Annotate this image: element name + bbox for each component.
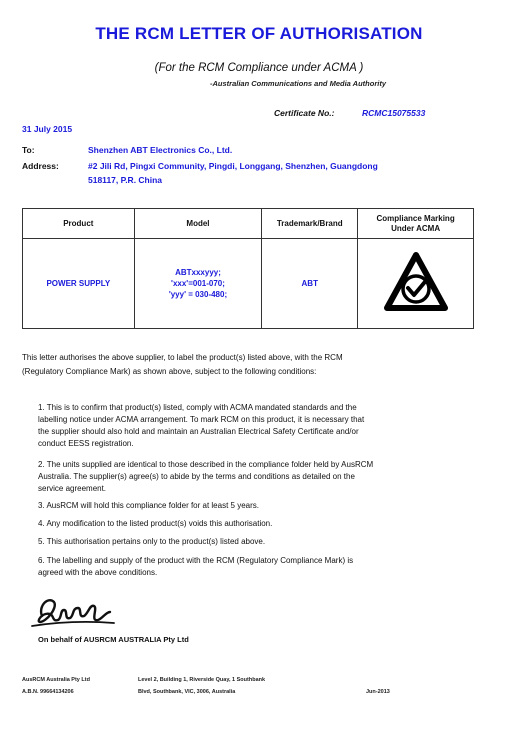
letter-date: 31 July 2015 [22, 124, 73, 134]
to-value: Shenzhen ABT Electronics Co., Ltd. [88, 145, 233, 155]
condition-2-line-2: Australia. The supplier(s) agree(s) to abide by the terms and conditions as detailed on the [38, 472, 355, 481]
signature-icon [28, 592, 118, 632]
footer-company: AusRCM Australia Pty Ltd [22, 677, 90, 683]
header-compliance [358, 209, 474, 239]
certificate-label: Certificate No.: [274, 108, 335, 118]
condition-2-line-1: 2. The units supplied are identical to those described in the compliance folder held by AusRCM [38, 460, 374, 469]
header-compliance-line-2: Under ACMA [391, 223, 441, 233]
condition-4: 4. Any modification to the listed product(s) voids this authorisation. [38, 519, 273, 528]
model-line-1: ABTxxxyyy; [175, 268, 221, 277]
condition-1-line-2: labelling notice under ACMA arrangement. To mark RCM on this product, it is necessary that [38, 415, 365, 424]
intro-line-1: This letter authorises the above supplier, to label the product(s) listed above, with the RCM [22, 353, 343, 362]
footer-date: Jun-2013 [366, 689, 390, 695]
address-label: Address: [22, 161, 59, 171]
condition-2-line-3: service agreement. [38, 484, 107, 493]
footer-address-line-1: Level 2, Building 1, Riverside Quay, 1 Southbank [138, 677, 266, 683]
table-row [23, 239, 474, 329]
cell-product: POWER SUPPLY [23, 239, 135, 329]
footer-address-line-2: Blvd, Southbank, VIC, 3006, Australia [138, 689, 236, 695]
header-product: Product [23, 209, 135, 239]
to-label: To: [22, 145, 35, 155]
on-behalf-text: On behalf of AUSRCM AUSTRALIA Pty Ltd [38, 635, 189, 644]
cell-brand: ABT [262, 239, 358, 329]
header-model: Model [134, 209, 262, 239]
cell-model [134, 239, 262, 329]
condition-5: 5. This authorisation pertains only to the product(s) listed above. [38, 537, 266, 546]
condition-3: 3. AusRCM will hold this compliance folder for at least 5 years. [38, 501, 259, 510]
address-line-1: #2 Jili Rd, Pingxi Community, Pingdi, Longgang, Shenzhen, Guangdong [88, 161, 378, 171]
subtitle-authority: -Australian Communications and Media Authority [210, 79, 386, 88]
product-table [22, 208, 474, 329]
condition-1-line-4: conduct EESS registration. [38, 439, 134, 448]
address-line-2: 518117, P.R. China [88, 175, 163, 185]
condition-6-line-1: 6. The labelling and supply of the product with the RCM (Regulatory Compliance Mark) is [38, 556, 354, 565]
condition-1-line-3: the supplier should also hold and maintain an Australian Electrical Safety Certificate and/or [38, 427, 359, 436]
condition-1-line-1: 1. This is to confirm that product(s) listed, comply with ACMA mandated standards and the [38, 403, 357, 412]
certificate-number: RCMC15075533 [362, 108, 426, 118]
header-compliance-line-1: Compliance Marking [376, 213, 455, 223]
footer-abn: A.B.N. 99664134206 [22, 689, 74, 695]
header-brand: Trademark/Brand [262, 209, 358, 239]
rcm-mark-icon [383, 251, 449, 313]
intro-line-2: (Regulatory Compliance Mark) as shown above, subject to the following conditions: [22, 367, 317, 376]
table-header-row [23, 209, 474, 239]
condition-6-line-2: agreed with the above conditions. [38, 568, 158, 577]
model-line-3: 'yyy' = 030-480; [168, 290, 228, 299]
model-line-2: 'xxx'=001-070; [171, 279, 225, 288]
page-title: THE RCM LETTER OF AUTHORISATION [95, 24, 423, 43]
subtitle: (For the RCM Compliance under ACMA ) [154, 62, 364, 74]
cell-compliance-mark [358, 239, 474, 329]
